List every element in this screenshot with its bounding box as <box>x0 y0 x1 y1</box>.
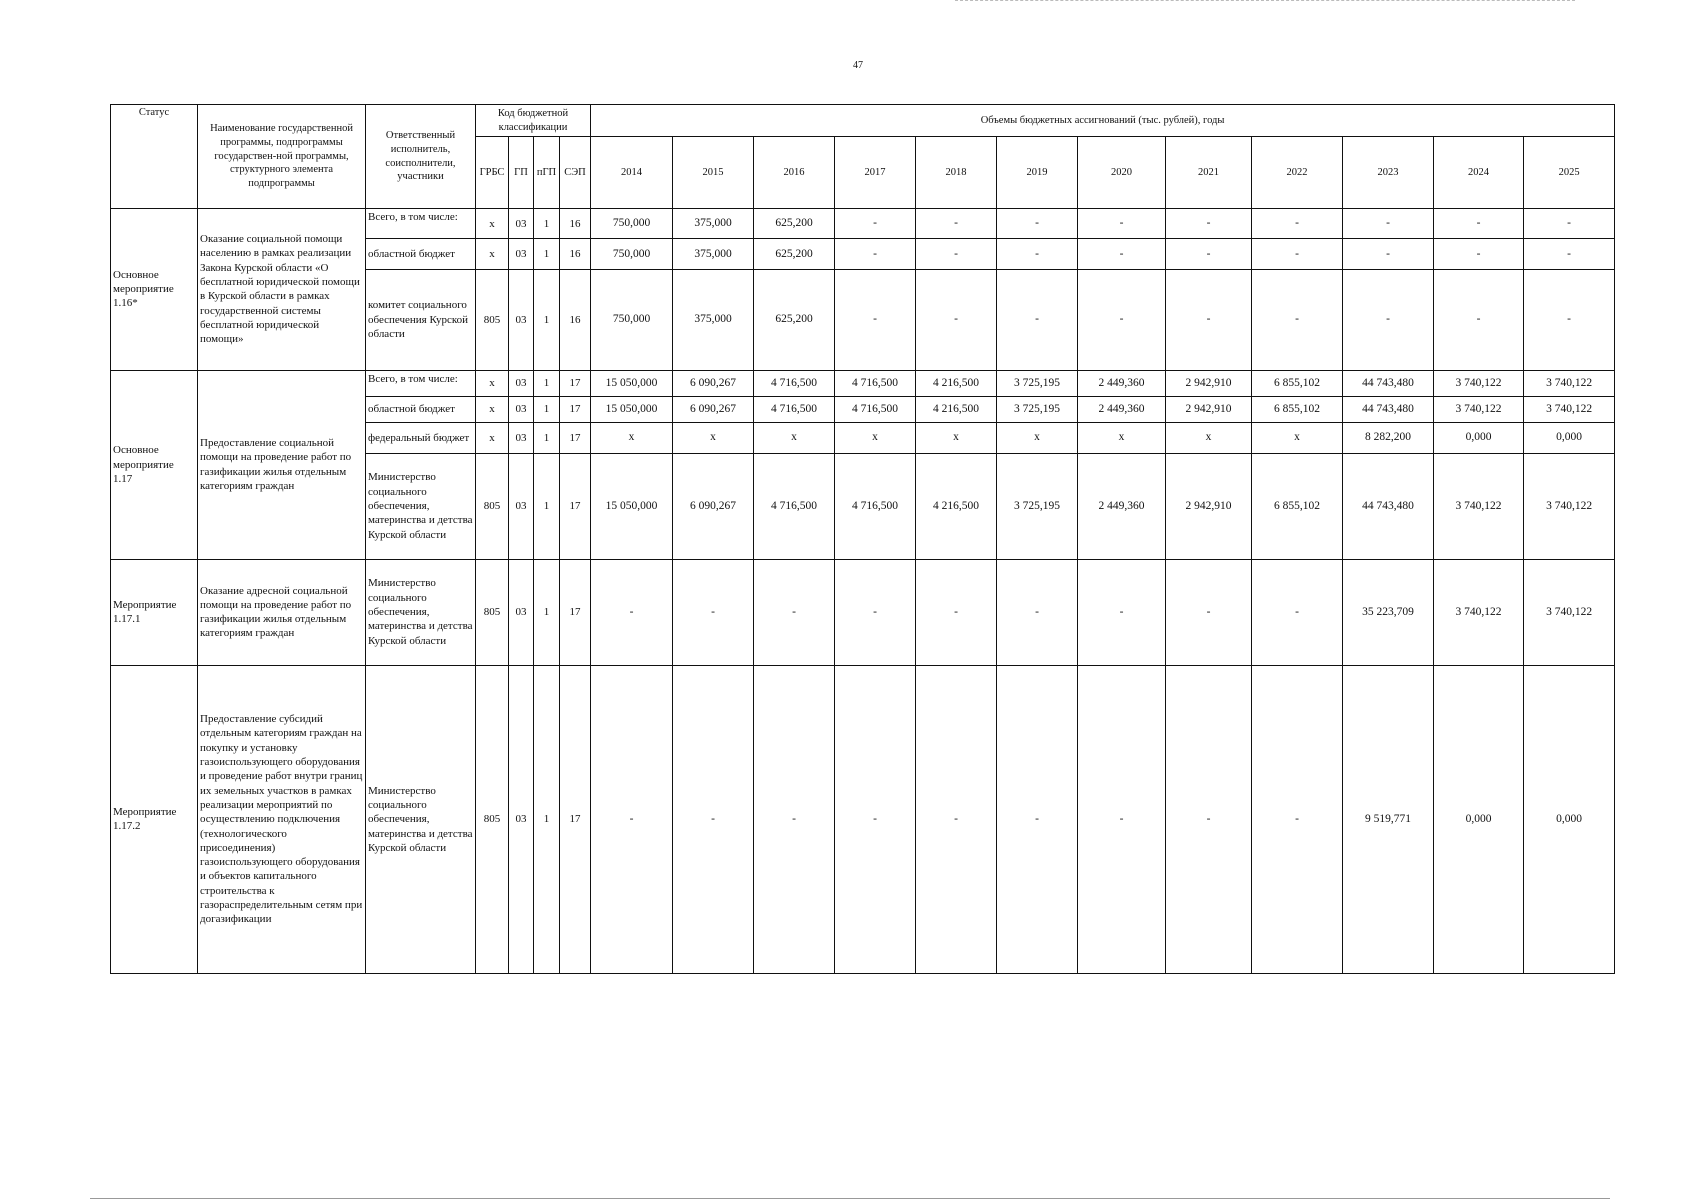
amount-cell: - <box>1252 209 1343 239</box>
header-year: 2017 <box>835 137 916 209</box>
amount-cell: - <box>1524 239 1615 269</box>
amount-cell: 15 050,000 <box>591 370 673 396</box>
amount-cell: 750,000 <box>591 209 673 239</box>
executor-cell: Всего, в том числе: <box>366 209 476 239</box>
code-cell: x <box>476 396 509 422</box>
code-cell: 17 <box>560 370 591 396</box>
code-cell: 805 <box>476 559 509 665</box>
amount-cell: - <box>997 239 1078 269</box>
amount-cell: - <box>916 209 997 239</box>
amount-cell: 4 216,500 <box>916 396 997 422</box>
amount-cell: - <box>1252 239 1343 269</box>
code-cell: 1 <box>534 370 560 396</box>
scan-edge-bottom <box>90 1198 1610 1199</box>
code-cell: x <box>476 423 509 453</box>
header-year: 2014 <box>591 137 673 209</box>
code-cell: 03 <box>509 453 534 559</box>
executor-cell: Министерство социального обеспечения, материнства и детства Курской области <box>366 665 476 973</box>
table-row <box>111 370 1615 396</box>
executor-cell: Всего, в том числе: <box>366 370 476 396</box>
amount-cell: 3 740,122 <box>1524 453 1615 559</box>
table-row <box>111 559 1615 665</box>
amount-cell: 375,000 <box>673 209 754 239</box>
amount-cell: - <box>591 665 673 973</box>
code-cell: 1 <box>534 665 560 973</box>
amount-cell: - <box>1078 559 1166 665</box>
amount-cell: 750,000 <box>591 269 673 370</box>
header-year: 2018 <box>916 137 997 209</box>
code-cell: 17 <box>560 559 591 665</box>
header-code-sep: СЭП <box>560 137 591 209</box>
code-cell: 03 <box>509 370 534 396</box>
amount-cell: 4 216,500 <box>916 453 997 559</box>
amount-cell: - <box>1166 559 1252 665</box>
amount-cell: 4 716,500 <box>754 370 835 396</box>
amount-cell: 3 740,122 <box>1434 453 1524 559</box>
header-executor: Ответственный исполнитель, соисполнители, участники <box>366 105 476 209</box>
header-year: 2019 <box>997 137 1078 209</box>
amount-cell: - <box>1166 665 1252 973</box>
amount-cell: - <box>1434 209 1524 239</box>
header-code-grbs: ГРБС <box>476 137 509 209</box>
code-cell: 03 <box>509 209 534 239</box>
amount-cell: - <box>1524 269 1615 370</box>
header-code-group: Код бюджетной классификации <box>476 105 591 137</box>
amount-cell: 35 223,709 <box>1343 559 1434 665</box>
amount-cell: x <box>1166 423 1252 453</box>
amount-cell: 3 740,122 <box>1434 396 1524 422</box>
amount-cell: 375,000 <box>673 269 754 370</box>
amount-cell: 0,000 <box>1434 423 1524 453</box>
header-year: 2015 <box>673 137 754 209</box>
table-row <box>111 209 1615 239</box>
amount-cell: 2 942,910 <box>1166 370 1252 396</box>
name-cell: Оказание адресной социальной помощи на проведение работ по газификации жилья отдельным категориям граждан <box>198 559 366 665</box>
amount-cell: x <box>997 423 1078 453</box>
amount-cell: - <box>1252 665 1343 973</box>
amount-cell: 3 740,122 <box>1524 370 1615 396</box>
header-code-gp: ГП <box>509 137 534 209</box>
header-status: Статус <box>111 105 198 209</box>
amount-cell: - <box>1078 665 1166 973</box>
code-cell: 17 <box>560 665 591 973</box>
amount-cell: 3 725,195 <box>997 396 1078 422</box>
amount-cell: 375,000 <box>673 239 754 269</box>
amount-cell: x <box>1252 423 1343 453</box>
amount-cell: - <box>916 665 997 973</box>
amount-cell: 3 740,122 <box>1524 559 1615 665</box>
header-year: 2016 <box>754 137 835 209</box>
amount-cell: - <box>835 665 916 973</box>
amount-cell: - <box>835 559 916 665</box>
amount-cell: - <box>1078 269 1166 370</box>
amount-cell: 2 449,360 <box>1078 453 1166 559</box>
name-cell: Предоставление социальной помощи на проведение работ по газификации жилья отдельным категориям граждан <box>198 370 366 559</box>
code-cell: 805 <box>476 453 509 559</box>
amount-cell: - <box>1252 269 1343 370</box>
amount-cell: 9 519,771 <box>1343 665 1434 973</box>
code-cell: 03 <box>509 396 534 422</box>
amount-cell: 2 449,360 <box>1078 370 1166 396</box>
name-cell: Оказание социальной помощи населению в рамках реализации Закона Курской области «О бесплатной юридической помощи в Курской области в рамках государственной системы бесплатной юридической помощи» <box>198 209 366 371</box>
amount-cell: - <box>997 269 1078 370</box>
status-cell: Основное мероприятие 1.16* <box>111 209 198 371</box>
code-cell: 1 <box>534 559 560 665</box>
page-number: 47 <box>853 60 863 71</box>
amount-cell: - <box>1434 239 1524 269</box>
amount-cell: 3 725,195 <box>997 370 1078 396</box>
header-year: 2021 <box>1166 137 1252 209</box>
amount-cell: 4 716,500 <box>835 396 916 422</box>
code-cell: 1 <box>534 396 560 422</box>
amount-cell: 3 740,122 <box>1524 396 1615 422</box>
code-cell: 03 <box>509 665 534 973</box>
amount-cell: - <box>835 209 916 239</box>
code-cell: 1 <box>534 209 560 239</box>
status-cell: Основное мероприятие 1.17 <box>111 370 198 559</box>
amount-cell: 4 216,500 <box>916 370 997 396</box>
code-cell: 16 <box>560 209 591 239</box>
amount-cell: 4 716,500 <box>754 453 835 559</box>
header-year: 2025 <box>1524 137 1615 209</box>
amount-cell: - <box>1166 269 1252 370</box>
amount-cell: 6 090,267 <box>673 370 754 396</box>
code-cell: 03 <box>509 559 534 665</box>
scan-edge-top <box>955 0 1575 1</box>
amount-cell: 750,000 <box>591 239 673 269</box>
amount-cell: 3 740,122 <box>1434 370 1524 396</box>
amount-cell: 3 725,195 <box>997 453 1078 559</box>
amount-cell: - <box>835 239 916 269</box>
amount-cell: 4 716,500 <box>754 396 835 422</box>
amount-cell: 4 716,500 <box>835 370 916 396</box>
code-cell: 16 <box>560 269 591 370</box>
amount-cell: 6 855,102 <box>1252 396 1343 422</box>
amount-cell: 0,000 <box>1524 423 1615 453</box>
amount-cell: 6 090,267 <box>673 453 754 559</box>
header-year: 2022 <box>1252 137 1343 209</box>
amount-cell: 2 942,910 <box>1166 453 1252 559</box>
amount-cell: - <box>1078 239 1166 269</box>
amount-cell: x <box>1078 423 1166 453</box>
amount-cell: 6 855,102 <box>1252 370 1343 396</box>
amount-cell: 44 743,480 <box>1343 396 1434 422</box>
amount-cell: - <box>1343 209 1434 239</box>
amount-cell: 2 449,360 <box>1078 396 1166 422</box>
name-cell: Предоставление субсидий отдельным категориям граждан на покупку и установку газоиспользующего оборудования и проведение работ внутри границ их земельных участков в рамках реализации мероприятий по осуществлению подключения (технологического присоединения) газоиспользующего оборудования и объектов капитального строительства к газораспределительным сетям при догазификации <box>198 665 366 973</box>
code-cell: 1 <box>534 423 560 453</box>
amount-cell: - <box>673 665 754 973</box>
executor-cell: комитет социального обеспечения Курской области <box>366 269 476 370</box>
amount-cell: - <box>1524 209 1615 239</box>
amount-cell: 6 090,267 <box>673 396 754 422</box>
amount-cell: x <box>591 423 673 453</box>
amount-cell: 15 050,000 <box>591 453 673 559</box>
amount-cell: - <box>916 559 997 665</box>
amount-cell: 0,000 <box>1524 665 1615 973</box>
amount-cell: - <box>916 269 997 370</box>
header-code-pgp: пГП <box>534 137 560 209</box>
amount-cell: 625,200 <box>754 209 835 239</box>
amount-cell: x <box>754 423 835 453</box>
amount-cell: - <box>916 239 997 269</box>
status-cell: Мероприятие 1.17.1 <box>111 559 198 665</box>
code-cell: 805 <box>476 269 509 370</box>
code-cell: x <box>476 209 509 239</box>
header-year: 2024 <box>1434 137 1524 209</box>
amount-cell: 2 942,910 <box>1166 396 1252 422</box>
code-cell: 03 <box>509 269 534 370</box>
code-cell: 17 <box>560 396 591 422</box>
header-year: 2023 <box>1343 137 1434 209</box>
amount-cell: x <box>916 423 997 453</box>
amount-cell: - <box>1343 239 1434 269</box>
executor-cell: Министерство социального обеспечения, материнства и детства Курской области <box>366 453 476 559</box>
amount-cell: - <box>754 559 835 665</box>
amount-cell: - <box>1434 269 1524 370</box>
amount-cell: - <box>997 559 1078 665</box>
code-cell: 03 <box>509 423 534 453</box>
amount-cell: 625,200 <box>754 239 835 269</box>
amount-cell: - <box>1078 209 1166 239</box>
status-cell: Мероприятие 1.17.2 <box>111 665 198 973</box>
amount-cell: - <box>673 559 754 665</box>
amount-cell: 3 740,122 <box>1434 559 1524 665</box>
amount-cell: - <box>1166 239 1252 269</box>
executor-cell: Министерство социального обеспечения, материнства и детства Курской области <box>366 559 476 665</box>
code-cell: 17 <box>560 453 591 559</box>
code-cell: 805 <box>476 665 509 973</box>
amount-cell: 44 743,480 <box>1343 453 1434 559</box>
amount-cell: 625,200 <box>754 269 835 370</box>
amount-cell: - <box>997 209 1078 239</box>
amount-cell: - <box>591 559 673 665</box>
amount-cell: 4 716,500 <box>835 453 916 559</box>
code-cell: 03 <box>509 239 534 269</box>
header-name: Наименование государственной программы, подпрограммы государствен-ной программы, структурного элемента подпрограммы <box>198 105 366 209</box>
code-cell: 1 <box>534 239 560 269</box>
table-body <box>111 209 1615 974</box>
amount-cell: x <box>835 423 916 453</box>
table-row <box>111 665 1615 973</box>
amount-cell: 6 855,102 <box>1252 453 1343 559</box>
code-cell: 17 <box>560 423 591 453</box>
amount-cell: - <box>1343 269 1434 370</box>
code-cell: 1 <box>534 269 560 370</box>
amount-cell: - <box>835 269 916 370</box>
amount-cell: - <box>1252 559 1343 665</box>
code-cell: x <box>476 370 509 396</box>
header-year: 2020 <box>1078 137 1166 209</box>
amount-cell: 0,000 <box>1434 665 1524 973</box>
amount-cell: - <box>754 665 835 973</box>
code-cell: 16 <box>560 239 591 269</box>
amount-cell: - <box>1166 209 1252 239</box>
amount-cell: 44 743,480 <box>1343 370 1434 396</box>
amount-cell: - <box>997 665 1078 973</box>
executor-cell: областной бюджет <box>366 239 476 269</box>
code-cell: x <box>476 239 509 269</box>
amount-cell: 8 282,200 <box>1343 423 1434 453</box>
budget-table <box>110 104 1615 974</box>
amount-cell: x <box>673 423 754 453</box>
code-cell: 1 <box>534 453 560 559</box>
executor-cell: федеральный бюджет <box>366 423 476 453</box>
amount-cell: 15 050,000 <box>591 396 673 422</box>
executor-cell: областной бюджет <box>366 396 476 422</box>
header-amounts-group: Объемы бюджетных ассигнований (тыс. рублей), годы <box>591 105 1615 137</box>
